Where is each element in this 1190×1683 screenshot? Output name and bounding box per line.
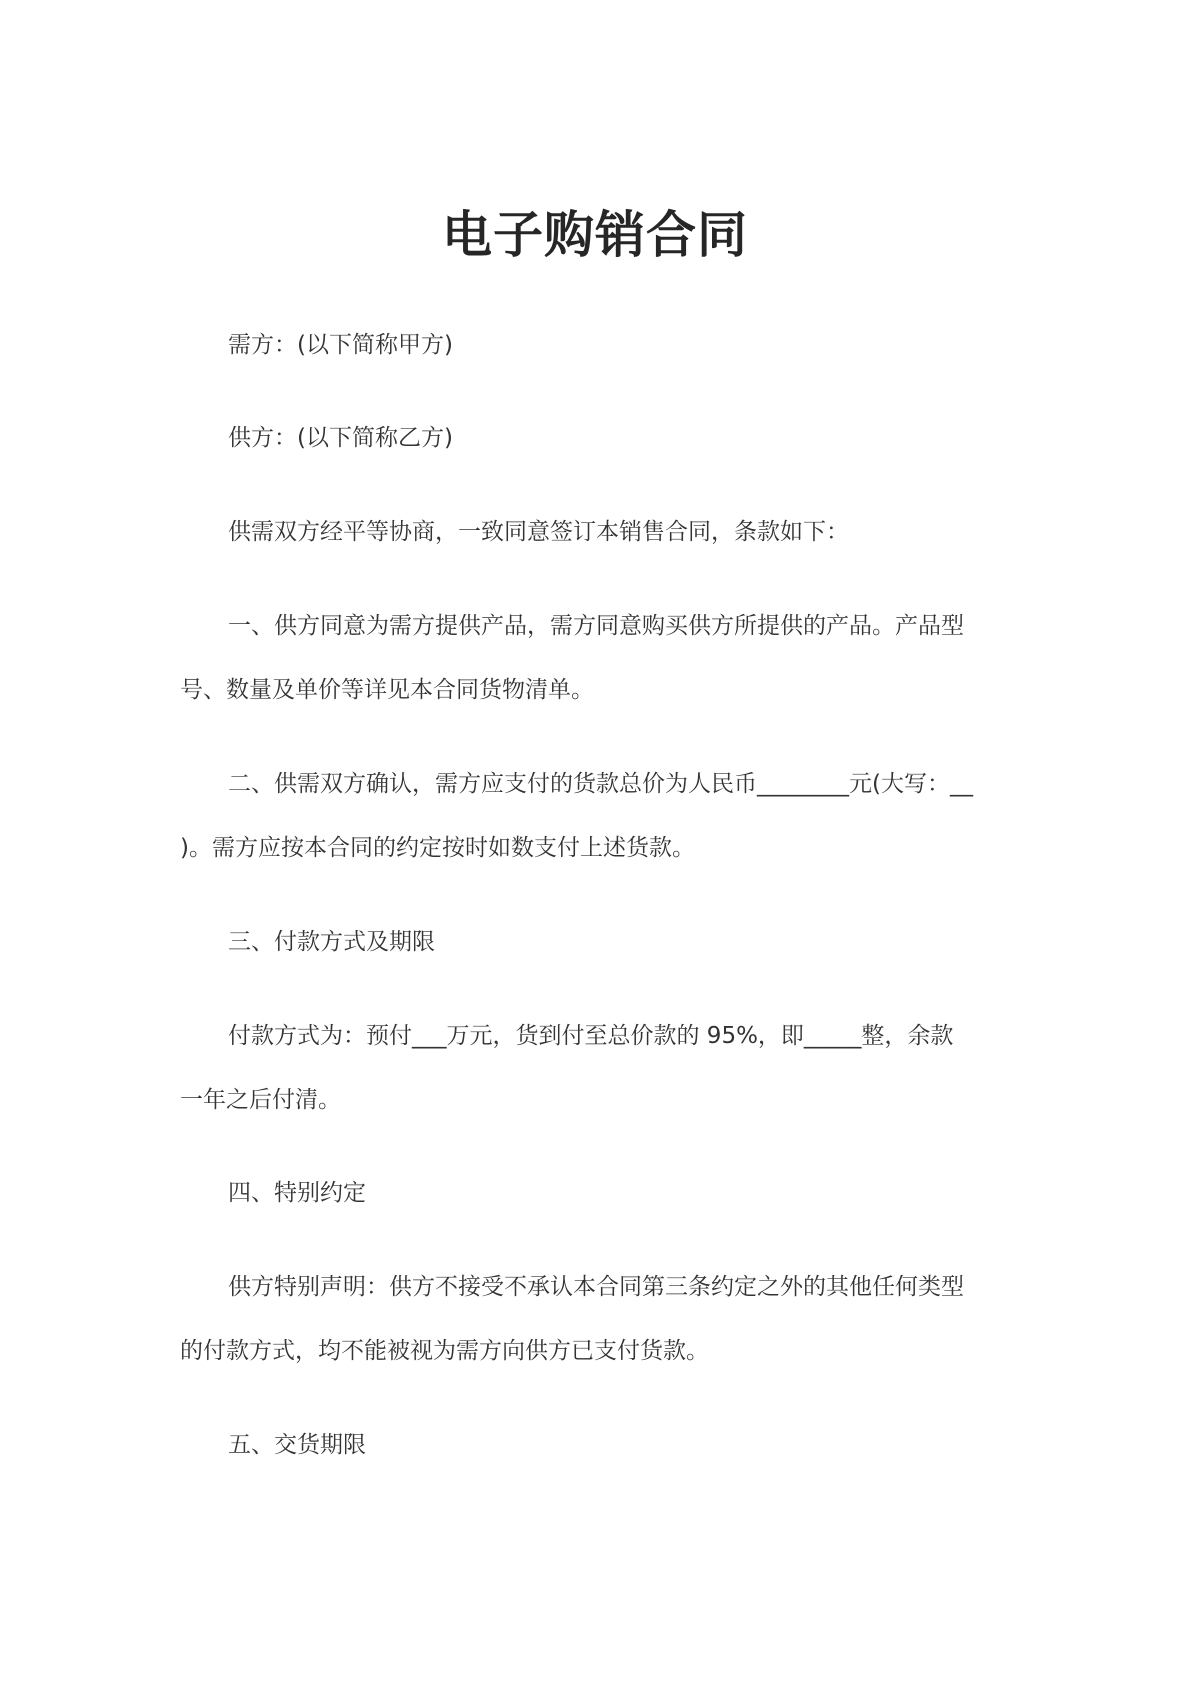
paragraph-line: 的付款方式，均不能被视为需方向供方已支付货款。 bbox=[180, 1338, 709, 1364]
paragraph-line: 五、交货期限 bbox=[228, 1432, 366, 1458]
paragraph-line: 供方特别声明：供方不接受不承认本合同第三条约定之外的其他任何类型 bbox=[228, 1274, 964, 1300]
paragraph-seller bbox=[180, 423, 1020, 453]
paragraph-line: 三、付款方式及期限 bbox=[228, 929, 435, 955]
clause-4-body bbox=[180, 1272, 1020, 1366]
clause-5-heading bbox=[180, 1430, 1020, 1460]
paragraph-intro bbox=[180, 517, 1020, 547]
clause-3-body bbox=[180, 1021, 1020, 1115]
clause-4-heading bbox=[180, 1178, 1020, 1208]
paragraph-line: 供需双方经平等协商，一致同意签订本销售合同，条款如下： bbox=[228, 519, 849, 545]
clause-3-heading bbox=[180, 927, 1020, 957]
paragraph-line: 四、特别约定 bbox=[228, 1180, 366, 1206]
paragraph-line: 需方：(以下简称甲方) bbox=[228, 332, 453, 358]
paragraph-line: 一年之后付清。 bbox=[180, 1087, 341, 1113]
clause-2 bbox=[180, 769, 1020, 863]
paragraph-line: 付款方式为：预付___万元，货到付至总价款的 95%，即_____整，余款 bbox=[228, 1023, 954, 1049]
paragraph-buyer bbox=[180, 330, 1020, 360]
document-title: 电子购销合同 bbox=[442, 206, 748, 264]
paragraph-line: 一、供方同意为需方提供产品，需方同意购买供方所提供的产品。产品型 bbox=[228, 613, 964, 639]
paragraph-line: 号、数量及单价等详见本合同货物清单。 bbox=[180, 677, 594, 703]
paragraph-line: 供方：(以下简称乙方) bbox=[228, 425, 453, 451]
paragraph-line: )。需方应按本合同的约定按时如数支付上述货款。 bbox=[180, 835, 695, 861]
paragraph-line: 二、供需双方确认，需方应支付的货款总价为人民币________元(大写：__ bbox=[228, 771, 973, 797]
clause-1 bbox=[180, 611, 1020, 705]
